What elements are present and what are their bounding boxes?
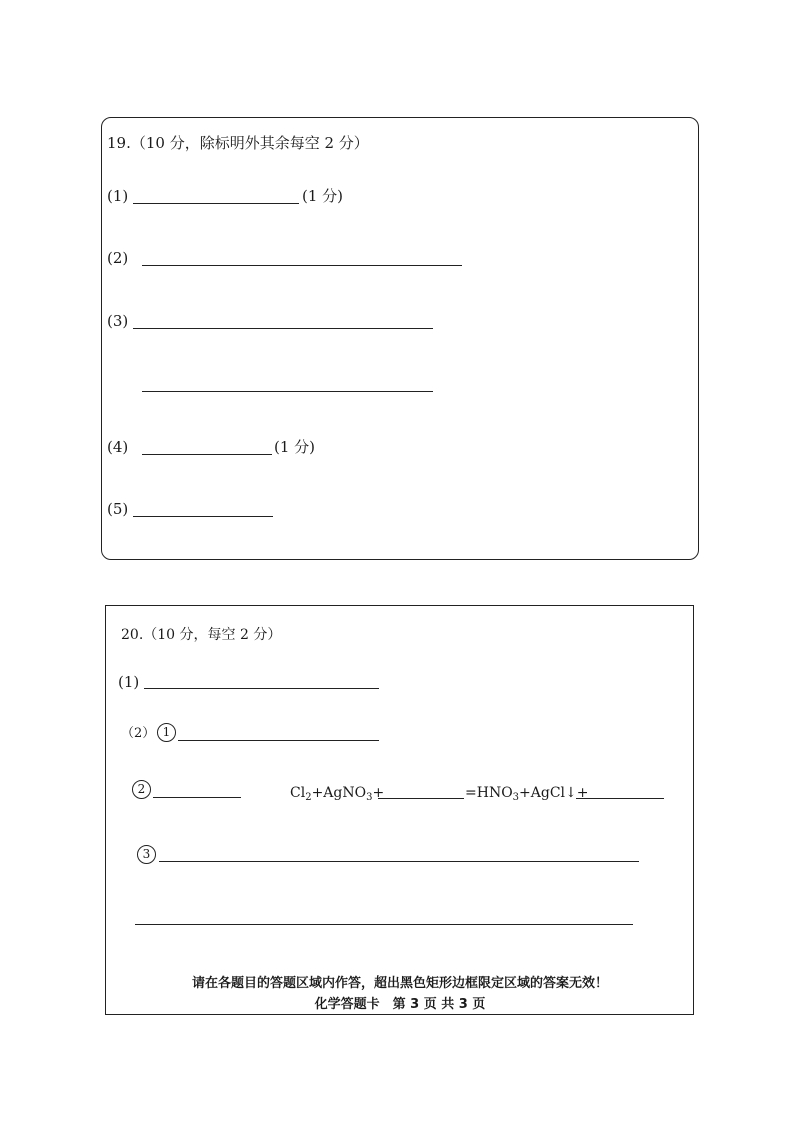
question-20-header: 20.（10 分，每空 2 分） [121, 627, 282, 643]
q20-item-2-3-answer-line-2[interactable] [135, 924, 633, 925]
question-20-answer-box [105, 605, 694, 1015]
question-19-answer-box [101, 117, 699, 560]
q19-item-4-score: (1 分) [274, 438, 316, 456]
circled-number-3: 3 [137, 845, 156, 864]
chemical-equation-part1: $Cl_2+AgNO_3+$ [290, 785, 385, 803]
q19-item-2-answer-line[interactable] [142, 265, 462, 266]
chemical-equation-part2: $=HNO_3+AgCl↓+$ [465, 785, 589, 803]
q19-item-2-label: (2) [107, 249, 129, 267]
q19-item-3-label: (3) [107, 312, 129, 330]
notice-text: 请在各题目的答题区域内作答，超出黑色矩形边框限定区域的答案无效！ [191, 976, 608, 991]
q19-item-4-answer-line[interactable] [142, 454, 272, 455]
q19-item-1-score: (1 分) [302, 187, 344, 205]
equation-blank-1[interactable] [378, 798, 464, 799]
q20-item-2-label: （2） [121, 726, 156, 741]
q20-item-2-3-answer-line[interactable] [159, 861, 639, 862]
q19-item-5-label: (5) [107, 500, 129, 518]
q20-item-2-2-answer-line[interactable] [153, 797, 241, 798]
equation-blank-2[interactable] [576, 798, 664, 799]
circled-number-2: 2 [132, 780, 151, 799]
q20-item-2-1-answer-line[interactable] [178, 740, 379, 741]
page-info: 化学答题卡 第 3 页 共 3 页 [314, 997, 486, 1012]
circled-number-1: 1 [157, 723, 176, 742]
question-19-header: 19.（10 分，除标明外其余每空 2 分） [107, 134, 369, 152]
q19-item-1-answer-line[interactable] [133, 203, 299, 204]
q19-item-5-answer-line[interactable] [133, 516, 273, 517]
q20-item-1-answer-line[interactable] [144, 688, 379, 689]
q19-item-1-label: (1) [107, 187, 129, 205]
q19-item-3-answer-line-2[interactable] [142, 391, 433, 392]
q19-item-3-answer-line[interactable] [133, 328, 433, 329]
q19-item-4-label: (4) [107, 438, 129, 456]
q20-item-1-label: (1) [118, 673, 140, 691]
